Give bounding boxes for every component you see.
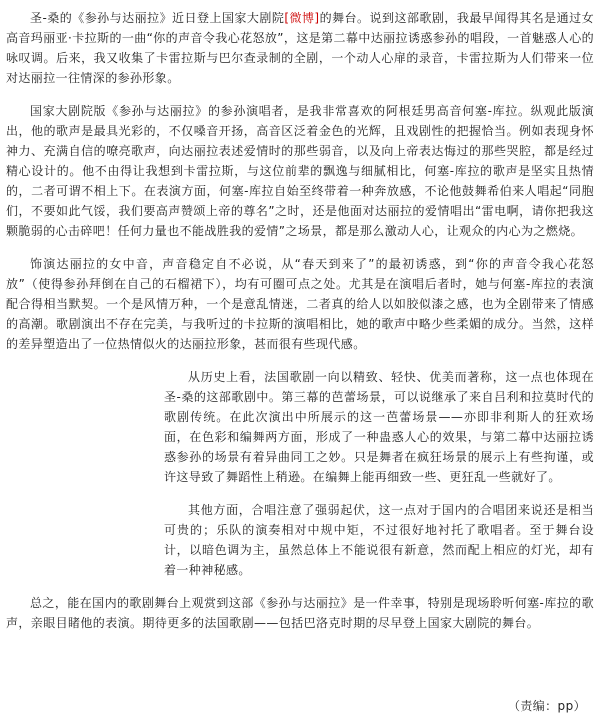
paragraph-ballet-scene: 从历史上看，法国歌剧一向以精致、轻快、优美而著称，这一点也体现在圣-桑的这部歌剧中。第三幕的芭蕾场景，可以说继承了来自吕利和拉莫时代的歌剧传统。在此次演出中所展示的这一芭蕾场景——亦即非利斯人的狂欢场面，在色彩和编舞两方面，形成了一种蛊惑人心的效果，与第二幕中达丽拉诱惑参孙的场景有着异曲同工之妙。只是舞者在疯狂场景的展示上有些拘谨，或许这导致了舞蹈性上稍逊。在编舞上能再细致一些、更狂乱一些就好了。 — [164, 370, 594, 484]
paragraph-conclusion: 总之，能在国内的歌剧舞台上观赏到这部《参孙与达丽拉》是一件幸事，特别是现场聆听何塞-库拉的歌声，亲眼目睹他的表演。期待更多的法国歌剧——包括巴洛克时期的尽早登上国家大剧院的舞台。 — [6, 596, 594, 630]
paragraph-samson-singer: 国家大剧院版《参孙与达丽拉》的参孙演唱者，是我非常喜欢的阿根廷男高音何塞-库拉。纵观此版演出，他的歌声是最具光彩的，不仅嗓音开扬，高音区泛着金色的光辉，且戏剧性的把握恰当。例如表现身怀神力、充满自信的嘹亮歌声，向达丽拉表述爱情时的那些弱音，以及向上帝表达悔过的那些哭腔，都是经过精心设计的。他不由得让我想到卡雷拉斯，与这位前辈的飘逸与细腻相比，何塞-库拉的歌声是坚实且热情的，二者可谓不相上下。在表演方面，何塞-库拉自始至终带着一种奔放感，不论他鼓舞希伯来人唱起“同胞们，不要如此气馁，我们要高声赞颂上帝的尊名”之时，还是他面对达丽拉的爱情唱出“雷电啊，请你把我这颗脆弱的心击碎吧！任何力量也不能战胜我的爱情”之场景，都是那么激动人心，让观众的内心为之燃烧。 — [6, 104, 594, 238]
editor-credit: （责编：pp） — [507, 699, 586, 713]
intro-text-before-link: 圣-桑的《参孙与达丽拉》近日登上国家大剧院 — [30, 11, 285, 25]
paragraph-chorus-orchestra: 其他方面，合唱注意了强弱起伏，这一点对于国内的合唱团来说还是相当可贵的；乐队的演奏相对中规中矩，不过很好地衬托了歌唱者。至于舞台设计，以暗色调为主，虽然总体上不能说很有新意，然而配上相应的灯光，却有着一种神秘感。 — [164, 503, 594, 577]
paragraph-dalila-singer: 饰演达丽拉的女中音，声音稳定自不必说，从“春天到来了”的最初诱惑，到“你的声音令我心花怒放”（使得参孙拜倒在自己的石榴裙下），均有可圈可点之处。尤其是在演唱后者时，她与何塞-库拉的表演配合得相当默契。一个是风情万种，一个是意乱情迷，二者真的给人以如胶似漆之感，也为全剧带来了情感的高潮。歌剧演出不存在完美，与我听过的卡拉斯的演唱相比，她的歌声中略少些柔媚的成分。当然，这样的差异塑造出了一位热情似火的达丽拉形象，甚而很有些现代感。 — [6, 257, 594, 351]
paragraph-intro — [6, 8, 594, 88]
weibo-link[interactable]: [微博] — [284, 11, 320, 25]
intro-text-after-link: 的舞台。说到这部歌剧，我最早闻得其名是通过女高音玛丽亚·卡拉斯的一曲“你的声音令我心花怒放”，这是第二幕中达丽拉诱惑参孙的唱段，一首魅惑人心的咏叹调。后来，我又收集了卡雷拉斯与巴尔查录制的全剧，一个动人心扉的录音，卡雷拉斯为人们带来一位对达丽拉一往情深的参孙形象。 — [6, 11, 594, 85]
